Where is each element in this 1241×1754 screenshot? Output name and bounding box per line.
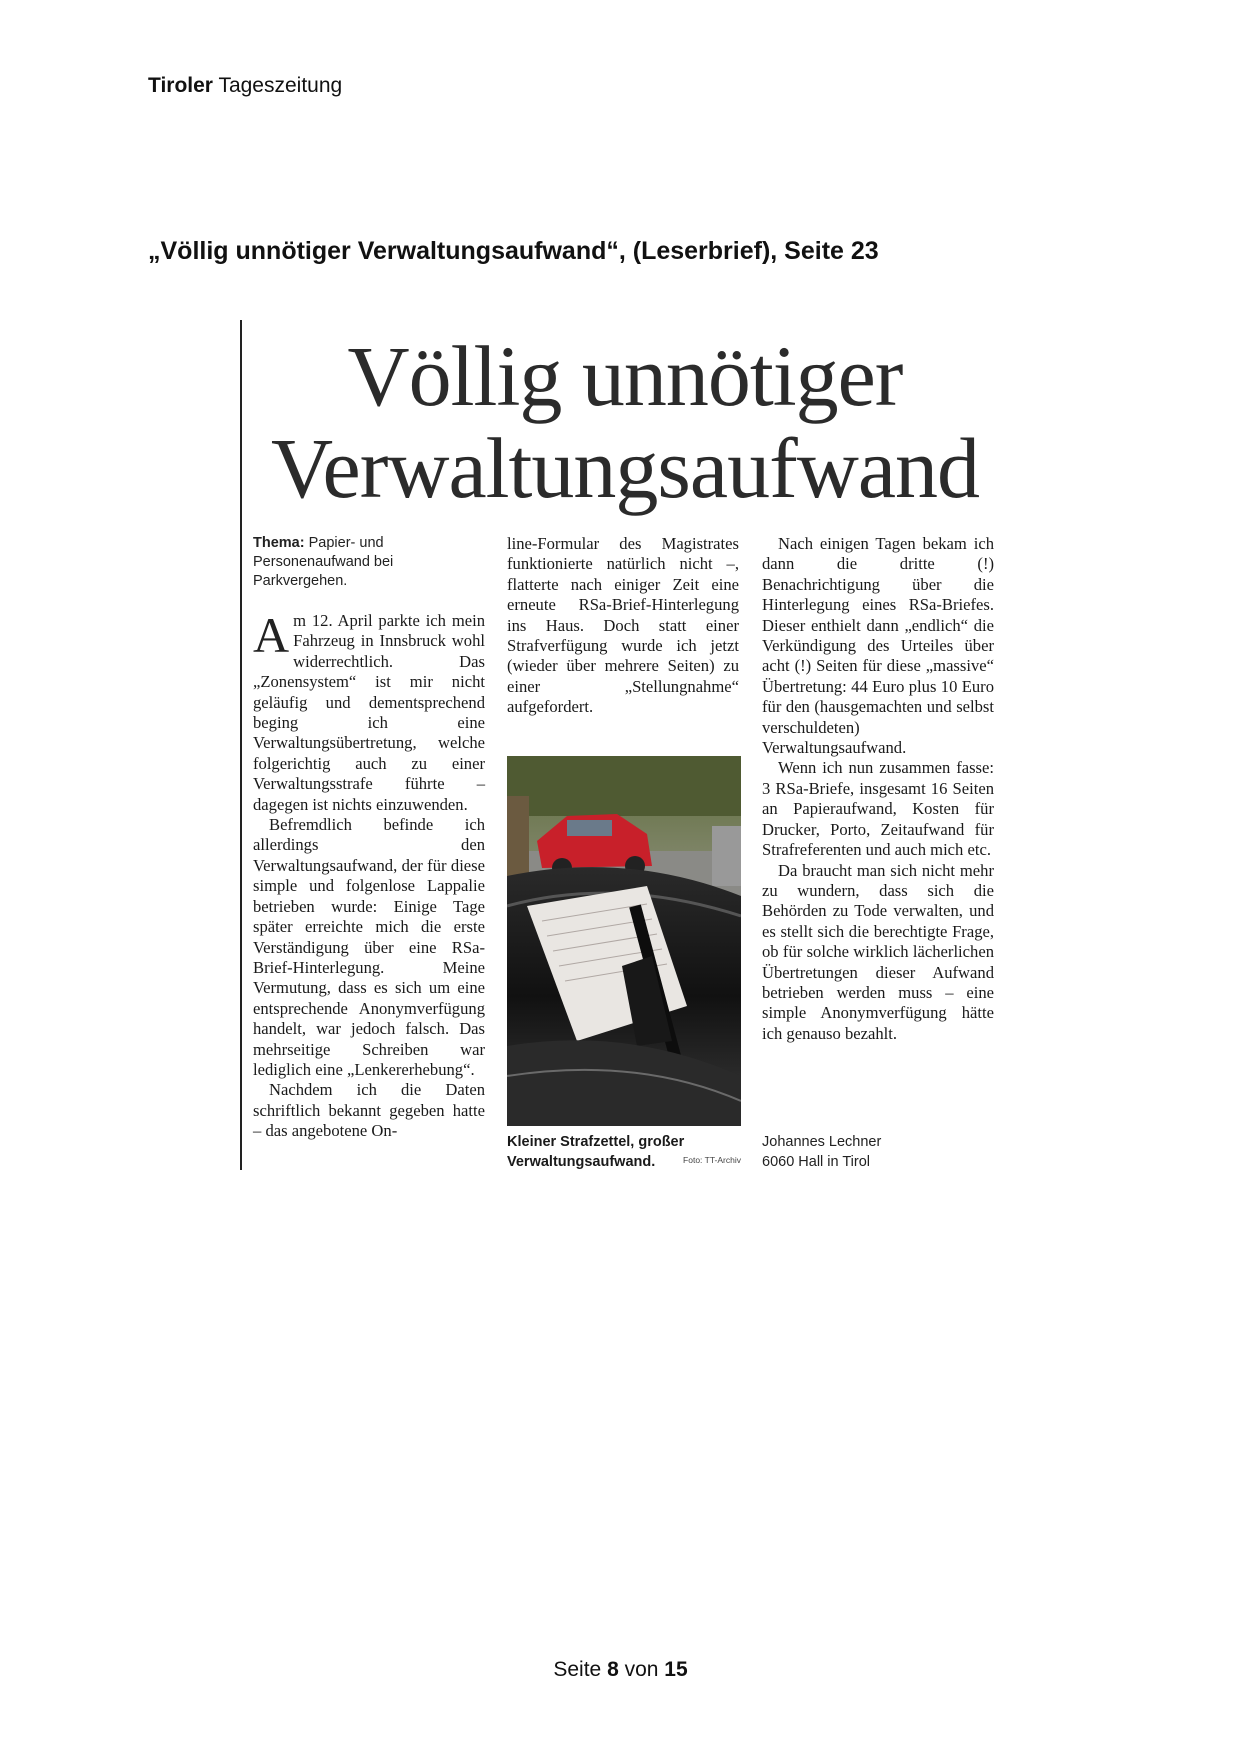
- page-middle: von: [624, 1658, 659, 1681]
- paragraph: line-Formular des Magistrates funktionierte natürlich nicht –, flatterte nach einiger Zeit eine erneute RSa-Brief-Hinterlegung ins Haus. Doch statt einer Strafverfügung wurde ich jetzt (wieder über mehrere Seiten) zu einer „Stellungnahme“ aufgefordert.: [507, 534, 739, 717]
- newspaper-brand: [148, 74, 342, 98]
- thema-text: Papier- und Personenaufwand bei Parkvergehen.: [253, 535, 394, 589]
- author-place: 6060 Hall in Tirol: [762, 1154, 870, 1170]
- author-name: Johannes Lechner: [762, 1134, 882, 1150]
- photo-caption: [507, 1132, 741, 1172]
- paragraph: Nachdem ich die Daten schriftlich bekannt gegeben hatte – das angebotene On-: [253, 1080, 485, 1141]
- photo-credit: Foto: TT-Archiv: [683, 1155, 741, 1165]
- article-headline: [240, 330, 1010, 514]
- paragraph: Nach einigen Tagen bekam ich dann die dritte (!) Benachrichtigung über die Hinterlegung eines RSa-Briefes. Dieser enthielt dann „endlich“ die Verkündigung des Urteiles über acht (!) Seiten für diese „massive“ Übertretung: 44 Euro plus 10 Euro für den (hausgemachten und selbst verschuldeten) Verwaltungsaufwand.: [762, 534, 994, 758]
- thema-box: [253, 534, 485, 591]
- article-column-2: [507, 534, 739, 718]
- total-pages: 15: [664, 1658, 688, 1681]
- page-number: [0, 1658, 1241, 1682]
- thema-label: Thema:: [253, 535, 305, 551]
- current-page: 8: [607, 1658, 619, 1681]
- headline-line-2: Verwaltungsaufwand: [270, 420, 979, 516]
- drop-cap: A: [253, 607, 290, 663]
- paragraph: [253, 607, 485, 815]
- newspaper-clipping: [240, 320, 1010, 1170]
- paragraph: Wenn ich nun zusammen fasse: 3 RSa-Briefe, insgesamt 16 Seiten an Papieraufwand, Kosten für Drucker, Porto, Zeitaufwand für Strafreferenten und auch mich etc.: [762, 758, 994, 860]
- paragraph: Befremdlich befinde ich allerdings den Verwaltungsaufwand, der für diese simple und folgenlose Lappalie betrieben wurde: Einige Tage später erreichte mich die erste Verständigung über eine RSa-Brief-Hinterlegung. Meine Vermutung, dass es sich um eine entsprechende Anonymverfügung handelt, war jedoch falsch. Das mehrseitige Schreiben war lediglich eine „Lenkererhebung“.: [253, 815, 485, 1079]
- paragraph: Da braucht man sich nicht mehr zu wundern, dass sich die Behörden zu Tode verwalten, und es stellt sich die berechtigte Frage, ob für solche wirklich lächerlichen Übertretungen dieser Aufwand betrieben werden muss – eine simple Anonymverfügung hätte ich genauso bezahlt.: [762, 860, 994, 1043]
- document-title: „Völlig unnötiger Verwaltungsaufwand“, (Leserbrief), Seite 23: [148, 237, 879, 265]
- parking-ticket-photo: [507, 756, 741, 1126]
- caption-text: Kleiner Strafzettel, großer Verwaltungsaufwand.: [507, 1134, 685, 1170]
- paragraph-text: m 12. April parkte ich mein Fahrzeug in Innsbruck wohl widerrechtlich. Das „Zonensystem“ ist mir nicht geläufig und dementsprechend beging ich eine Verwaltungsübertretung, welche folgerichtig auch zu einer Verwaltungsstrafe führte – dagegen ist nichts einzuwenden.: [253, 611, 485, 814]
- headline-line-1: Völlig unnötiger: [347, 328, 903, 424]
- brand-bold: Tiroler: [148, 74, 213, 97]
- article-photo: [507, 756, 741, 1126]
- article-column-3: [762, 534, 994, 1044]
- page-prefix: Seite: [553, 1658, 602, 1681]
- article-column-1: [253, 534, 485, 1142]
- author-signature: [762, 1132, 994, 1172]
- brand-rest: Tageszeitung: [218, 74, 343, 97]
